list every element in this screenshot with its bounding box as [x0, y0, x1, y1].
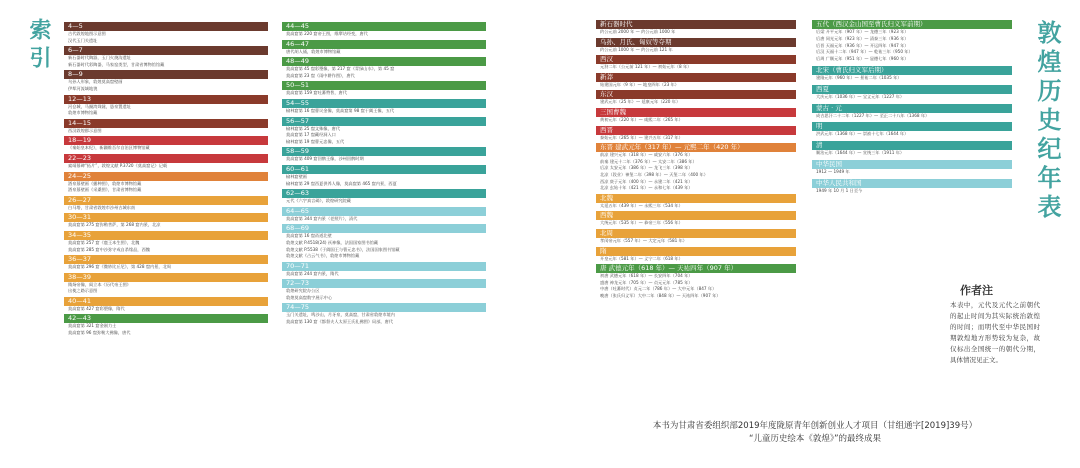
index-entry: 莫高窟第 244 窟内景，隋代 [286, 270, 339, 276]
chronology-group [812, 141, 1012, 157]
index-label: 56—57 [282, 117, 486, 126]
index-entry: 莫高窟第 344 窟内景（老照片），清代 [286, 215, 358, 221]
index-label: 42—43 [64, 314, 268, 323]
chronology-group [812, 122, 1012, 138]
chronology-title: 敦煌历史纪年表 [1033, 20, 1062, 223]
index-entry: 敦煌研究院办公区 [286, 288, 320, 294]
chronology-label: 北魏 [596, 194, 796, 203]
chronology-entry: 北凉（段业）神玺二年（398 年）— 天玺二年（400 年） [600, 171, 708, 177]
chronology-group [596, 55, 796, 71]
chronology-entry: 北凉 玄始十年（421 年）— 永和七年（439 年） [600, 185, 693, 191]
chronology-entry: 晚唐（张氏归义军）大中二年（848 年）— 天祐四年（907 年） [600, 292, 721, 298]
chronology-entry: 前秦 建元十二年（376 年）— 太安二年（386 年） [600, 158, 697, 164]
chronology-group [596, 20, 796, 36]
chronology-group [812, 85, 1012, 101]
index-label: 26—27 [64, 196, 268, 205]
index-group [64, 172, 268, 194]
index-group [282, 165, 486, 187]
chronology-group [812, 104, 1012, 120]
chronology-entry: 后梁 开平元年（907 年）— 龙德三年（923 年） [816, 29, 909, 34]
chronology-entry: 后汉 天福十二年（947 年）— 乾祐三年（950 年） [816, 49, 913, 55]
chronology-entry: 建武元年（25 年）— 延康元年（220 年） [600, 99, 681, 105]
index-label: 6—7 [64, 46, 268, 55]
index-group [282, 57, 486, 79]
chronology-group [596, 126, 796, 142]
chronology-entry: 约公元前 2000 年 — 约公元前 1000 年 [600, 29, 676, 34]
chronology-entry: 后凉 太安元年（386 年）— 龙飞三年（398 年） [600, 165, 693, 171]
chronology-group [596, 211, 796, 227]
chronology-group [596, 264, 796, 299]
chronology-entry: 约公元前 1000 年 — 约公元前 121 年 [600, 46, 673, 52]
index-group [282, 22, 486, 38]
chronology-entry: 大统元年（535 年）— 恭帝三年（556 年） [600, 220, 683, 226]
index-entry: 敦煌莫高窟数字展示中心 [286, 294, 333, 300]
chronology-label: 明 [812, 122, 1012, 131]
index-entry: 榆林窟壁画 [286, 173, 307, 179]
chronology-label: 北周 [596, 229, 796, 238]
chronology-group [812, 160, 1012, 176]
index-label: 8—9 [64, 70, 268, 79]
index-entry: 莫高窟第 257 窟《鹿王本生图》，北魏 [68, 239, 140, 245]
index-group [282, 81, 486, 97]
index-entry: 敦煌文献《占云气书》，敦煌市博物馆藏 [286, 253, 360, 259]
chronology-entry: 元狩二年（公元前 121 年）— 初始元年（8 年） [600, 64, 692, 70]
index-group [64, 154, 268, 170]
index-entry: 莫高窟第 220 窟帝王图，维摩诘经变，唐代 [286, 31, 368, 36]
index-label: 72—73 [282, 279, 486, 288]
index-entry: 汉代玉门关遗址 [68, 37, 98, 43]
index-entry: 元代《六字真言碣》，敦煌研究院藏 [286, 198, 351, 204]
index-group [64, 95, 268, 117]
chronology-entry: 前凉 建兴元年（318 年）— 咸安六年（376 年） [600, 152, 693, 158]
index-group [282, 279, 486, 301]
index-entry: 唐代胡人俑，敦煌市博物馆藏 [286, 48, 341, 54]
chronology-group [812, 179, 1012, 195]
index-label: 22—23 [64, 154, 268, 163]
index-column-2 [282, 22, 486, 328]
chronology-label: 中华民国 [812, 160, 1012, 169]
chronology-label: 中华人民共和国 [812, 179, 1012, 188]
chronology-column-1 [596, 20, 796, 301]
index-label: 48—49 [282, 57, 486, 66]
chronology-entry: 大庆元年（1036 年）— 宝义元年（1227 年） [816, 93, 905, 99]
chronology-group [812, 20, 1012, 63]
index-group [64, 136, 268, 152]
chronology-label: 蒙古 · 元 [812, 104, 1012, 113]
index-group [282, 99, 486, 115]
index-entry: 新石器时代彩陶器，马家窑类型，甘肃省博物馆馆藏 [68, 61, 165, 67]
index-label: 18—19 [64, 136, 268, 145]
chronology-entry: 始建国元年（9 年）— 地皇四年（23 年） [600, 81, 679, 87]
index-label: 12—13 [64, 95, 268, 104]
index-column-1 [64, 22, 268, 339]
chronology-entry: 开皇元年（581 年）— 义宁二年（618 年） [600, 255, 683, 261]
index-entry: 酒泉墓壁画《播种图》，敦煌市博物馆藏 [68, 180, 142, 186]
chronology-entry: 初唐 武德元年（618 年）— 长安四年（704 年） [600, 273, 693, 279]
index-group [64, 297, 268, 313]
index-label: 24—25 [64, 172, 268, 181]
chronology-entry: 黄初元年（220 年）— 咸熙二年（265 年） [600, 116, 683, 122]
chronology-entry: 1949 年 10 月 1 日至今 [816, 187, 863, 193]
index-title: 索引 [26, 18, 52, 74]
index-entry: 乌孙人形象，敦煌莫高窟壁画 [68, 79, 123, 85]
index-entry: 西汉敦煌郡示意图 [68, 127, 102, 133]
index-label: 34—35 [64, 231, 268, 240]
index-entry: 莫高窟第 23 窟《雨中耕作图》，唐代 [286, 72, 355, 78]
index-label: 68—69 [282, 224, 486, 233]
chronology-entry: 西凉 庚子元年（400 年）— 永建二年（421 年） [600, 178, 693, 184]
index-group [64, 70, 268, 92]
index-group [64, 119, 268, 135]
chronology-entry: 盛唐 神龙元年（705 年）— 贞元元年（785 年） [600, 279, 693, 285]
index-entry: 索靖墓碑“拓片”，敦煌文献 P.3720《莫高窟记》记载 [68, 162, 168, 168]
index-group [282, 189, 486, 205]
index-group [64, 22, 268, 44]
chronology-group [596, 229, 796, 245]
chronology-group [596, 38, 796, 54]
chronology-label: 三国曹魏 [596, 108, 796, 117]
index-entry: 酒泉墓壁画《采桑图》，甘肃省博物馆藏 [68, 187, 142, 193]
index-label: 62—63 [282, 189, 486, 198]
index-label: 74—75 [282, 303, 486, 312]
chronology-label: 北宋（曹氏归义军后期） [812, 66, 1012, 75]
chronology-entry: 太延五年（439 年）— 永熙三年（534 年） [600, 202, 683, 208]
index-label: 4—5 [64, 22, 268, 31]
index-entry: 隋炀帝像，阎立本《历代帝王图》 [68, 281, 131, 287]
chronology-label: 新石器时代 [596, 20, 796, 29]
index-group [282, 303, 486, 325]
index-entry: 莫高窟第 45 窟彩塑像，第 217 窟《青绿山水》，第 45 窟 [286, 66, 395, 72]
index-group [282, 147, 486, 163]
chronology-label: 唐 武德元年（618 年）— 天祐四年（907 年） [596, 264, 796, 273]
index-group [282, 40, 486, 56]
index-label: 60—61 [282, 165, 486, 174]
index-entry: 榆林窟第 29 窟西夏供养人像，莫高窟第 465 窟内景，西夏 [286, 180, 397, 186]
index-entry: 莫高窟第 321 窟金刚力士 [68, 323, 117, 329]
chronology-entry: 成吉思汗二十二年（1227 年）— 至正二十八年（1368 年） [816, 112, 930, 118]
index-entry: 出使之路示意图 [68, 288, 98, 294]
index-entry: 莫高窟第 296 窟《微妙比丘尼》，第 428 窟内景，北周 [68, 264, 171, 270]
index-label: 54—55 [282, 99, 486, 108]
chronology-label: 西晋 [596, 126, 796, 135]
index-entry: 敦煌文献 P.4518(24) 祆神像，法国国家图书馆藏 [286, 239, 379, 245]
index-entry: 莫高窟第 130 窟《都督夫人太原王氏礼佛图》局部，唐代 [286, 319, 393, 325]
index-entry: 莫高窟第 285 窟中沙弥守戒自杀缘品，西魏 [68, 246, 150, 252]
index-group [64, 196, 268, 212]
index-group [64, 231, 268, 253]
chronology-entry: 建隆元年（960 年）— 景祐二年（1035 年） [816, 74, 902, 80]
index-entry: 莫高窟第 275 窟弥勒菩萨，第 268 窟内景，北凉 [68, 222, 161, 228]
index-group [64, 314, 268, 336]
chronology-group [596, 108, 796, 124]
chronology-entry: 后周 广顺元年（951 年）— 显德七年（960 年） [816, 56, 909, 62]
index-label: 70—71 [282, 262, 486, 271]
chronology-group [596, 73, 796, 89]
chronology-column-2 [812, 20, 1012, 198]
chronology-label: 西魏 [596, 211, 796, 220]
chronology-group [596, 143, 796, 192]
chronology-label: 新莽 [596, 73, 796, 82]
index-entry: 玉门关遗址，鸣沙山，月牙泉，莫高窟，甘肃省敦煌市境内 [286, 312, 395, 318]
index-entry: 敦煌文献 P.5538《于阗国王与曹元忠书》，法国国家图书馆藏 [286, 246, 400, 252]
chronology-label: 乌孙、月氏、匈奴等夺期 [596, 38, 796, 47]
index-label: 50—51 [282, 81, 486, 90]
chronology-label: 清 [812, 141, 1012, 150]
chronology-group [596, 90, 796, 106]
index-label: 46—47 [282, 40, 486, 49]
index-entry: 莫高窟第 409 窟回鹘王像，沙州回鹘时期 [286, 156, 364, 162]
chronology-entry: 洪武元年（1368 年）— 崇祯十七年（1644 年） [816, 131, 909, 137]
author-note-title: 作者注 [960, 284, 993, 297]
index-entry: 榆林窟第 19 窟曹元忠像，五代 [286, 138, 345, 144]
footer [600, 420, 1030, 446]
index-entry: 古代敦煌地图示意图 [68, 31, 106, 36]
index-entry: 榆林窟第 25 窟文殊像，唐代 [286, 125, 341, 131]
chronology-group [596, 247, 796, 263]
index-group [282, 207, 486, 223]
index-label: 40—41 [64, 297, 268, 306]
chronology-entry: 孝闵帝元年（557 年）— 大定元年（581 年） [600, 237, 687, 243]
chronology-label: 西汉 [596, 55, 796, 64]
index-label: 14—15 [64, 119, 268, 128]
chronology-entry: 1912 — 1949 年 [816, 168, 850, 174]
index-label: 44—45 [282, 22, 486, 31]
index-entry: 河仓城，马圈湾烽燧，悬泉置遗址 [68, 103, 131, 109]
index-entry: 莫高窟第 16 窟甬道北壁 [286, 233, 332, 239]
footer-line-1: 本书为甘肃省委组织部2019年度陇原青年创新创业人才项目（甘组通字[2019]39号） [652, 421, 978, 431]
footer-line-2: “儿童历史绘本《敦煌》”的最终成果 [748, 434, 882, 444]
chronology-label: 西夏 [812, 85, 1012, 94]
index-entry: 新石器时代陶器，玉门火烧沟遗址 [68, 55, 131, 61]
index-label: 36—37 [64, 255, 268, 264]
index-group [282, 262, 486, 278]
index-group [282, 224, 486, 259]
index-entry: 莫高窟第 96 窟弥勒大佛像，唐代 [68, 330, 131, 336]
chronology-entry: 后唐 同光元年（923 年）— 清泰三年（936 年） [816, 35, 909, 41]
index-group [282, 117, 486, 146]
chronology-entry: 后晋 天福元年（936 年）— 开运四年（947 年） [816, 42, 909, 48]
chronology-label: 隋 [596, 247, 796, 256]
index-entry: 莫高窟第 17 窟藏经洞入口 [286, 132, 336, 138]
index-group [64, 255, 268, 271]
index-label: 38—39 [64, 273, 268, 282]
index-entry: 榆林窟第 16 窟曹议金像，莫高窟第 98 窟于阗王像，五代 [286, 107, 395, 113]
chronology-label: 东汉 [596, 90, 796, 99]
chronology-group [596, 194, 796, 210]
chronology-label: 五代（西汉金山国至曹氏归义军前期） [812, 20, 1012, 29]
chronology-group [812, 66, 1012, 82]
index-label: 64—65 [282, 207, 486, 216]
chronology-entry: 顺治元年（1644 年）— 宣统三年（1911 年） [816, 150, 905, 156]
index-label: 58—59 [282, 147, 486, 156]
index-group [64, 273, 268, 295]
index-entry: 《秦始皇本纪》，新疆维吾尔自治区博物馆藏 [68, 145, 150, 151]
index-entry: 白马塔，甘肃省敦煌市沙州古城东南 [68, 204, 136, 210]
index-group [64, 46, 268, 68]
index-label: 30—31 [64, 213, 268, 222]
index-entry: 伊犁河流域地貌 [68, 85, 98, 91]
index-entry: 敦煌市博物馆藏 [68, 110, 98, 116]
chronology-label: 东晋 建武元年（317 年）— 元熙二年（420 年） [596, 143, 796, 152]
chronology-entry: 中唐（吐蕃时代）贞元二年（786 年）— 大中元年（847 年） [600, 286, 717, 292]
index-group [64, 213, 268, 229]
author-note-body: 本表中，元代及元代之前朝代的起止时间为其实际统治敦煌的时间；而明代至中华民国时期敦煌地方形势较为复杂，故仅标出全国统一的朝代分期，具体情况见正文。 [950, 301, 1040, 364]
index-entry: 莫高窟第 427 窟彩塑像，隋代 [68, 305, 125, 311]
index-entry: 莫高窟第 159 窟吐蕃赞普，唐代 [286, 90, 347, 96]
chronology-entry: 泰始元年（265 年）— 建兴五年（317 年） [600, 134, 683, 140]
